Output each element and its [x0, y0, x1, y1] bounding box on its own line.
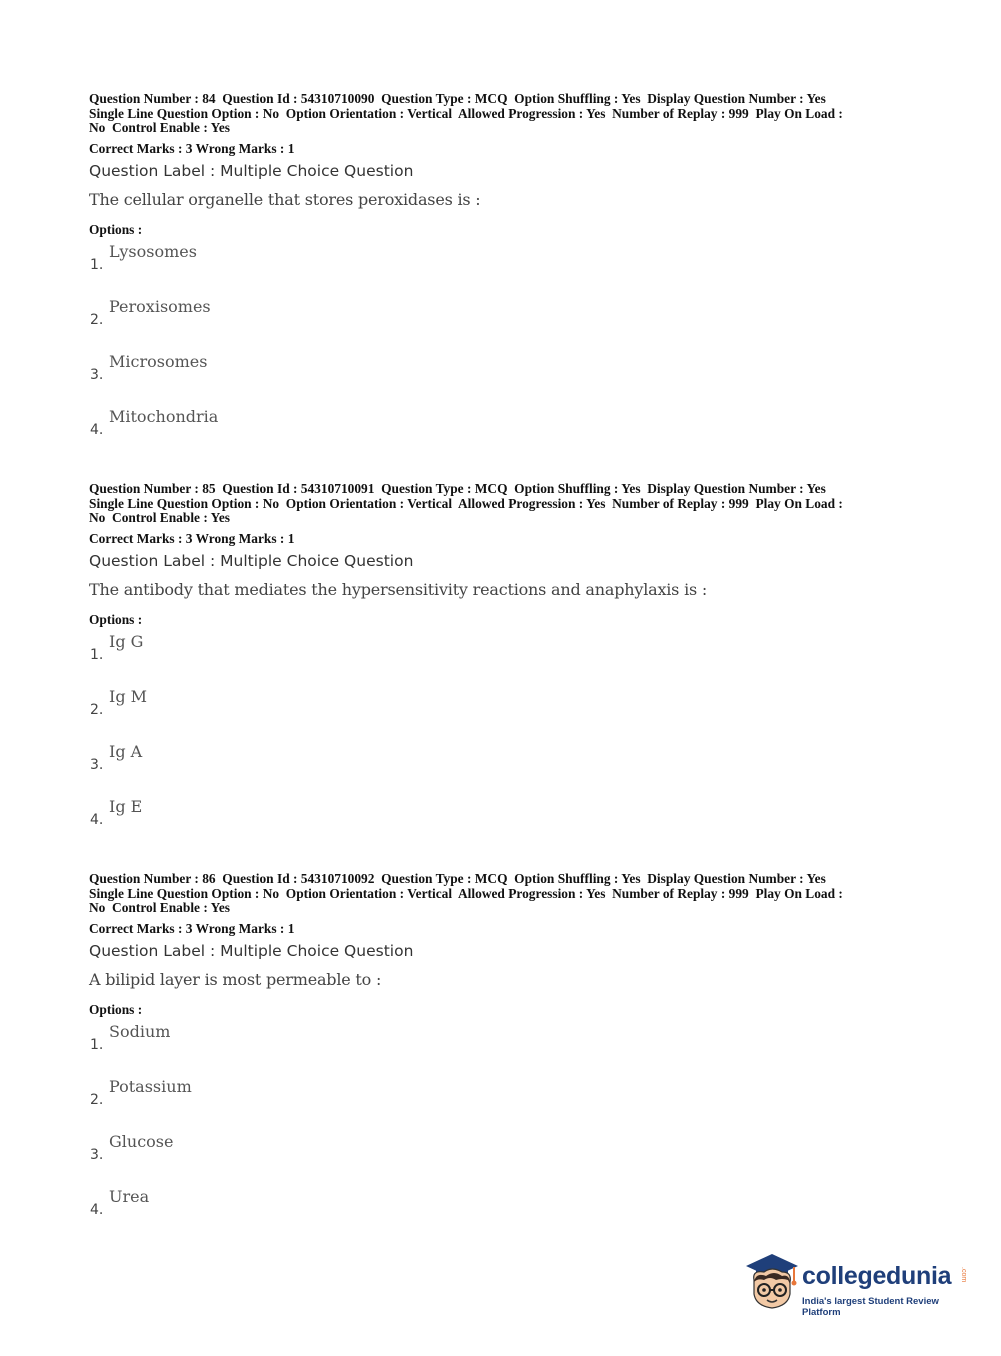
question-text: The cellular organelle that stores peroxidases is : — [89, 189, 481, 209]
option-3[interactable] — [89, 742, 919, 797]
question-meta: Question Number : 85 Question Id : 54310710091 Question Type : MCQ Option Shuffling : Yes Display Question Number : Yes Single Line Question Option : No Option Orientation : Vertical Allowed Progression : Yes Number of Replay : 999 Play On Load : No Control Enable : Yes — [89, 481, 843, 526]
option-number: 2. — [90, 701, 104, 718]
option-number: 4. — [90, 421, 104, 438]
logo-tagline: India's largest Student Review Platform — [802, 1296, 939, 1318]
option-text: Peroxisomes — [109, 296, 211, 316]
option-number: 2. — [90, 1091, 104, 1108]
option-1[interactable] — [89, 632, 919, 687]
option-number: 1. — [90, 646, 104, 663]
question-text: The antibody that mediates the hypersensitivity reactions and anaphylaxis is : — [89, 579, 708, 599]
option-number: 4. — [90, 811, 104, 828]
option-4[interactable] — [89, 797, 919, 852]
option-number: 3. — [90, 756, 104, 773]
question-84 — [89, 92, 919, 462]
option-2[interactable] — [89, 297, 919, 352]
option-3[interactable] — [89, 352, 919, 407]
option-number: 3. — [90, 366, 104, 383]
question-meta: Question Number : 86 Question Id : 54310710092 Question Type : MCQ Option Shuffling : Yes Display Question Number : Yes Single Line Question Option : No Option Orientation : Vertical Allowed Progression : Yes Number of Replay : 999 Play On Load : No Control Enable : Yes — [89, 871, 843, 916]
question-meta: Question Number : 84 Question Id : 54310710090 Question Type : MCQ Option Shuffling : Yes Display Question Number : Yes Single Line Question Option : No Option Orientation : Vertical Allowed Progression : Yes Number of Replay : 999 Play On Load : No Control Enable : Yes — [89, 91, 843, 136]
option-1[interactable] — [89, 242, 919, 297]
graduate-mascot-icon — [742, 1250, 802, 1316]
option-number: 1. — [90, 1036, 104, 1053]
option-text: Ig M — [109, 686, 148, 706]
logo-name: collegedunia — [802, 1262, 952, 1290]
option-text: Potassium — [109, 1076, 192, 1096]
option-number: 1. — [90, 256, 104, 273]
question-86 — [89, 872, 919, 1242]
question-label: Question Label : Multiple Choice Question — [89, 941, 414, 960]
option-text: Microsomes — [109, 351, 208, 371]
option-text: Urea — [109, 1186, 150, 1206]
option-2[interactable] — [89, 687, 919, 742]
marks: Correct Marks : 3 Wrong Marks : 1 — [89, 920, 295, 936]
option-text: Glucose — [109, 1131, 174, 1151]
option-text: Ig E — [109, 796, 143, 816]
option-number: 4. — [90, 1201, 104, 1218]
option-4[interactable] — [89, 407, 919, 462]
option-text: Ig G — [109, 631, 144, 651]
question-text: A bilipid layer is most permeable to : — [89, 969, 382, 989]
option-number: 3. — [90, 1146, 104, 1163]
option-text: Sodium — [109, 1021, 171, 1041]
option-4[interactable] — [89, 1187, 919, 1242]
question-85 — [89, 482, 919, 852]
options-heading: Options : — [89, 1001, 143, 1017]
question-label: Question Label : Multiple Choice Question — [89, 551, 414, 570]
options-heading: Options : — [89, 611, 143, 627]
option-1[interactable] — [89, 1022, 919, 1077]
logo-domain: .com — [960, 1267, 967, 1283]
marks: Correct Marks : 3 Wrong Marks : 1 — [89, 530, 295, 546]
question-label: Question Label : Multiple Choice Question — [89, 161, 414, 180]
option-2[interactable] — [89, 1077, 919, 1132]
option-3[interactable] — [89, 1132, 919, 1187]
option-text: Mitochondria — [109, 406, 219, 426]
option-text: Ig A — [109, 741, 143, 761]
marks: Correct Marks : 3 Wrong Marks : 1 — [89, 140, 295, 156]
option-number: 2. — [90, 311, 104, 328]
collegedunia-logo[interactable] — [742, 1250, 972, 1316]
option-text: Lysosomes — [109, 241, 197, 261]
options-heading: Options : — [89, 221, 143, 237]
